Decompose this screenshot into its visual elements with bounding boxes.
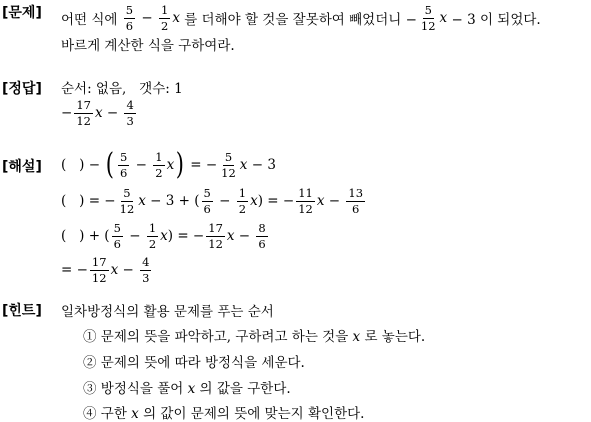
answer-label: [정답] <box>2 81 42 97</box>
solution-line-1: ( ) − ( $\frac{5}{6}$ − $\frac{1}{2}$ x ) = − $\frac{5}{12}$ x − 3 <box>61 147 276 182</box>
hint-step-3: ③ 방정식을 풀어 x 의 값을 구한다. <box>83 381 291 397</box>
hint-label: [힌트] <box>2 303 42 319</box>
fraction: $\frac{4}{3}$ <box>126 98 134 128</box>
fraction: $\frac{4}{3}$ <box>142 255 150 285</box>
fraction: $\frac{5}{12}$ <box>119 186 135 216</box>
hint-title: 일차방정식의 활용 문제를 푸는 순서 <box>61 304 274 320</box>
hint-step-2: ② 문제의 뜻에 따라 방정식을 세운다. <box>83 355 305 371</box>
fraction: $\frac{1}{2}$ <box>238 186 247 216</box>
fraction: $\frac{5}{12}$ <box>221 150 236 180</box>
fraction: $\frac{17}{12}$ <box>91 255 107 285</box>
hint-step-4: ④ 구한 x 의 값이 문제의 뜻에 맞는지 확인한다. <box>83 406 365 422</box>
solution-line-2: ( ) = − $\frac{5}{12}$ x − 3 + ( $\frac{5}{6}$ − $\frac{1}{2}$ x ) = − $\frac{11}{12}$ x − $\frac{13}{6}$ <box>61 186 364 216</box>
fraction: $\frac{1}{2}$ <box>155 150 163 180</box>
hint-step-1: ① 문제의 뜻을 파악하고, 구하려고 하는 것을 x 로 놓는다. <box>83 329 426 345</box>
fraction: $\frac{5}{6}$ <box>120 150 128 180</box>
fraction: $\frac{1}{2}$ <box>148 221 157 251</box>
answer-expression: − $\frac{17}{12}$ x − $\frac{4}{3}$ <box>61 98 134 128</box>
question-label: [문제] <box>2 5 42 21</box>
fraction: $\frac{5}{12}$ <box>420 3 436 33</box>
fraction: $\frac{11}{12}$ <box>298 186 313 216</box>
fraction: $\frac{5}{6}$ <box>203 186 211 216</box>
solution-line-3: ( ) + ( $\frac{5}{6}$ − $\frac{1}{2}$ x ) = − $\frac{17}{12}$ x − $\frac{8}{6}$ <box>61 221 266 251</box>
solution-line-4: = − $\frac{17}{12}$ x − $\frac{4}{3}$ <box>61 255 150 285</box>
answer-meta: 순서: 없음, 갯수: 1 <box>61 81 183 97</box>
fraction: $\frac{1}{2}$ <box>160 3 169 33</box>
fraction: $\frac{5}{6}$ <box>125 3 134 33</box>
fraction: $\frac{17}{12}$ <box>76 98 91 128</box>
fraction: $\frac{13}{6}$ <box>348 186 364 216</box>
question-line-1: 어떤 식에 $\frac{5}{6}$ − $\frac{1}{2}$ x 를 더해야 할 것을 잘못하여 빼었더니 − $\frac{5}{12}$ x − 3 이 되었다. <box>61 3 541 33</box>
solution-label: [해설] <box>2 159 42 175</box>
fraction: $\frac{8}{6}$ <box>258 221 266 251</box>
question-line-2: 바르게 계산한 식을 구하여라. <box>61 38 235 54</box>
fraction: $\frac{17}{12}$ <box>208 221 223 251</box>
fraction: $\frac{5}{6}$ <box>113 221 121 251</box>
